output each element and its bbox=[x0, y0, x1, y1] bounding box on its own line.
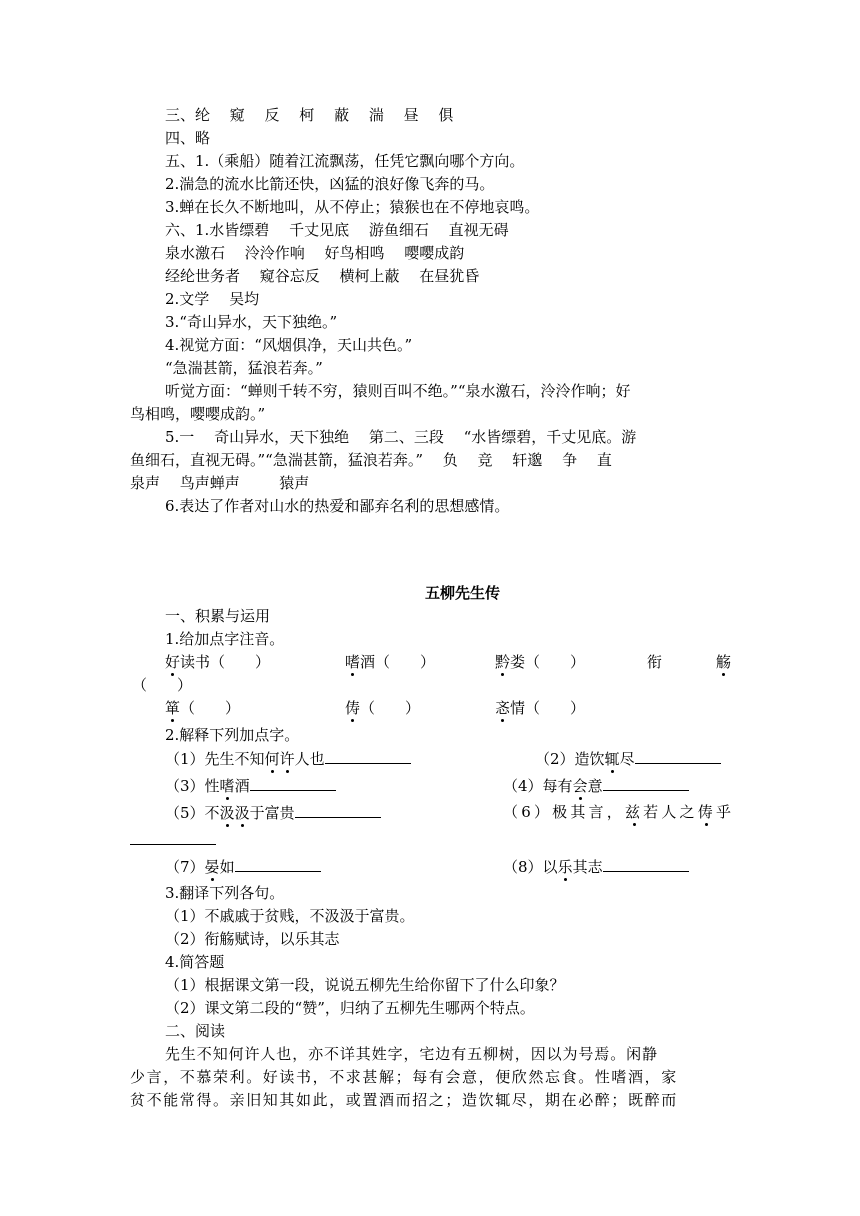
dotted-char: 汲 bbox=[234, 804, 250, 822]
answer-line: 五、1.（乘船）随着江流飘荡，任凭它飘向哪个方向。 bbox=[165, 152, 525, 170]
answer-blank[interactable] bbox=[235, 856, 321, 872]
answer-line: 4.视觉方面：“风烟俱净，天山共色。” bbox=[165, 336, 413, 354]
pron-item: 衔 bbox=[647, 653, 663, 671]
dotted-char: 嗜 bbox=[219, 777, 235, 795]
dotted-char: 乐 bbox=[557, 858, 573, 876]
dotted-char: 箪 bbox=[165, 699, 181, 717]
pron-item: 黔娄（ ） bbox=[495, 653, 586, 671]
answer-line: 鱼细石，直视无碍。”“急湍甚箭，猛浪若奔。” 负 竞 轩邈 争 直 bbox=[130, 451, 612, 469]
passage-line: 贫不能常得。亲旧知其如此，或置酒而招之；造饮辄尽，期在必醉；既醉而 bbox=[130, 1091, 678, 1109]
part-heading: 二、阅读 bbox=[165, 1022, 226, 1040]
dotted-char: 晏 bbox=[204, 858, 220, 876]
pron-item: 俦（ ） bbox=[345, 699, 421, 717]
answer-line: 2.文学 吴均 bbox=[165, 290, 260, 308]
dotted-char: 兹 bbox=[624, 803, 644, 821]
dotted-char: 黔 bbox=[495, 653, 511, 671]
question-heading: 3.翻译下列各句。 bbox=[165, 884, 285, 902]
question-heading: 1.给加点字注音。 bbox=[165, 630, 285, 648]
dotted-char: 俦 bbox=[345, 699, 361, 717]
pron-item: 好读书（ ） bbox=[165, 653, 271, 671]
answer-line: 3.“奇山异水，天下独绝。” bbox=[165, 313, 338, 331]
passage-line: 先生不知何许人也，亦不详其姓字，宅边有五柳树，因以为号焉。闲静 bbox=[165, 1045, 658, 1063]
answer-blank[interactable] bbox=[130, 829, 216, 845]
definition-item: （5）不汲汲于富贵 bbox=[165, 802, 381, 822]
answer-line: 经纶世务者 窥谷忘反 横柯上蔽 在昼犹昏 bbox=[165, 267, 480, 285]
dotted-char: 许 bbox=[279, 750, 295, 768]
answer-blank[interactable] bbox=[603, 775, 689, 791]
pron-item: 忞情（ ） bbox=[495, 699, 586, 717]
definition-item: （6）极其言，兹若人之俦乎 bbox=[503, 803, 735, 821]
answer-line: 6.表达了作者对山水的热爱和鄙弃名利的思想感情。 bbox=[165, 497, 510, 515]
translation-item: （2）衔觞赋诗，以乐其志 bbox=[165, 930, 340, 948]
answer-line: 5.一 奇山异水，天下独绝 第二、三段 “水皆缥碧，千丈见底。游 bbox=[165, 428, 637, 446]
dotted-char: 嗜 bbox=[345, 653, 361, 671]
short-answer-item: （1）根据课文第一段，说说五柳先生给你留下了什么印象？ bbox=[165, 976, 565, 994]
answer-line: 泉声 鸟声蝉声 猿声 bbox=[130, 474, 310, 492]
answer-line: 2.湍急的流水比箭还快，凶猛的浪好像飞奔的马。 bbox=[165, 175, 495, 193]
dotted-char: 会 bbox=[572, 777, 588, 795]
dotted-char: 何 bbox=[264, 750, 280, 768]
answer-line: 听觉方面：“蝉则千转不穷，猿则百叫不绝。”“泉水激石，泠泠作响；好 bbox=[165, 382, 631, 400]
dotted-char: 觞 bbox=[716, 653, 732, 671]
definition-item: （8）以乐其志 bbox=[503, 856, 689, 876]
definition-item: （2）造饮辄尽 bbox=[535, 748, 721, 768]
dotted-char: 辄 bbox=[604, 750, 620, 768]
answer-blank[interactable] bbox=[250, 775, 336, 791]
question-heading: 4.简答题 bbox=[165, 953, 225, 971]
dotted-char: 汲 bbox=[219, 804, 235, 822]
answer-line: 泉水激石 泠泠作响 好鸟相鸣 嘤嘤成韵 bbox=[165, 244, 465, 262]
answer-line: 六、1.水皆缥碧 千丈见底 游鱼细石 直视无碍 bbox=[165, 221, 509, 239]
dotted-char: 忞 bbox=[495, 699, 511, 717]
answer-blank[interactable] bbox=[635, 748, 721, 764]
part-heading: 一、积累与运用 bbox=[165, 607, 271, 625]
translation-item: （1）不戚戚于贫贱，不汲汲于富贵。 bbox=[165, 907, 415, 925]
answer-line: 三、纶 窥 反 柯 蔽 湍 昼 俱 bbox=[165, 106, 454, 124]
answer-line: “急湍甚箭，猛浪若奔。” bbox=[165, 359, 323, 377]
definition-item: （1）先生不知何许人也 bbox=[165, 748, 411, 768]
answer-line: 3.蝉在长久不断地叫，从不停止；猿猴也在不停地哀鸣。 bbox=[165, 198, 540, 216]
definition-item bbox=[130, 829, 216, 849]
question-heading: 2.解释下列加点字。 bbox=[165, 726, 300, 744]
answer-blank[interactable] bbox=[603, 856, 689, 872]
dotted-char: 俦 bbox=[697, 803, 716, 821]
answer-blank[interactable] bbox=[325, 748, 411, 764]
answer-line: 鸟相鸣，嘤嘤成韵。” bbox=[130, 405, 266, 423]
pron-item: 嗜酒（ ） bbox=[345, 653, 436, 671]
pron-item bbox=[716, 652, 731, 672]
short-answer-item: （2）课文第二段的“赞”，归纳了五柳先生哪两个特点。 bbox=[165, 999, 535, 1017]
section-title: 五柳先生传 bbox=[425, 584, 501, 602]
pron-item: 箪（ ） bbox=[165, 699, 241, 717]
dotted-char: 好 bbox=[165, 653, 181, 671]
pron-paren: （ ） bbox=[132, 676, 193, 694]
definition-item: （3）性嗜酒 bbox=[165, 775, 336, 795]
answer-line: 四、略 bbox=[165, 129, 211, 147]
definition-item: （7）晏如 bbox=[165, 856, 321, 876]
passage-line: 少言，不慕荣利。好读书，不求甚解；每有会意，便欣然忘食。性嗜酒，家 bbox=[130, 1068, 678, 1086]
answer-blank[interactable] bbox=[295, 802, 381, 818]
definition-item: （4）每有会意 bbox=[503, 775, 689, 795]
